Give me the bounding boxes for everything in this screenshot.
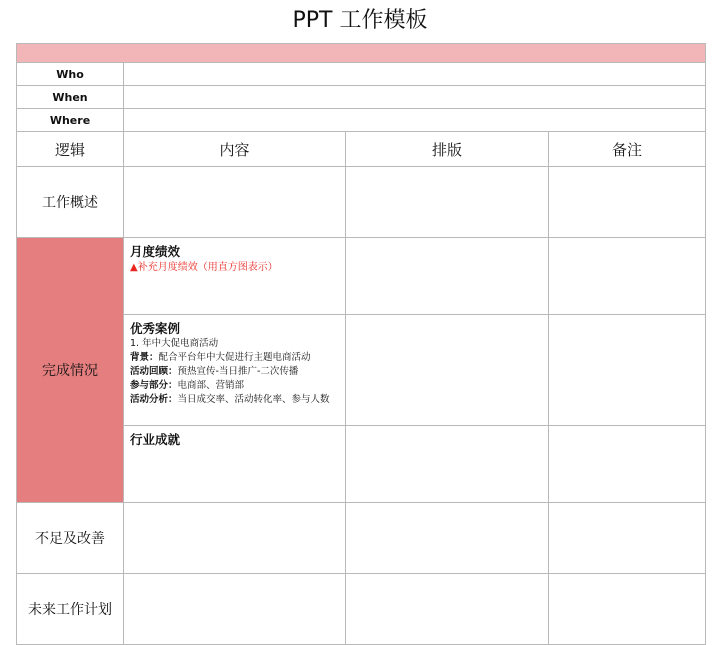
case-analysis-text: 当日成交率、活动转化率、参与人数 (177, 394, 330, 405)
case-item-1: 1. 年中大促电商活动 (130, 338, 219, 349)
case-dept-text: 电商部、营销部 (177, 380, 245, 391)
case-dept-label: 参与部分： (130, 380, 178, 391)
when-label: When (17, 86, 124, 109)
header-color-bar (17, 44, 706, 63)
row-label-overview: 工作概述 (17, 167, 124, 238)
shortcomings-notes-cell[interactable] (549, 503, 706, 574)
case-review-line (130, 365, 339, 379)
row-label-completion: 完成情况 (17, 238, 124, 503)
monthly-performance-title: 月度绩效 (130, 244, 181, 259)
excellent-cases-cell[interactable] (124, 315, 346, 426)
page-title: PPT 工作模板 (292, 8, 428, 33)
overview-notes-cell[interactable] (549, 167, 706, 238)
when-value-cell[interactable] (124, 86, 706, 109)
case-dept-line (130, 379, 339, 393)
row-completion-monthly (17, 238, 706, 315)
column-header-row (17, 132, 706, 167)
industry-notes-cell[interactable] (549, 426, 706, 503)
row-shortcomings (17, 503, 706, 574)
industry-layout-cell[interactable] (346, 426, 549, 503)
who-value-cell[interactable] (124, 63, 706, 86)
case-background-label: 背景： (130, 352, 159, 363)
monthly-notes-cell[interactable] (549, 238, 706, 315)
overview-layout-cell[interactable] (346, 167, 549, 238)
cases-notes-cell[interactable] (549, 315, 706, 426)
who-label: Who (17, 63, 124, 86)
case-analysis-label: 活动分析： (130, 394, 178, 405)
meta-row-where (17, 109, 706, 132)
shortcomings-content-cell[interactable] (124, 503, 346, 574)
case-analysis-line (130, 393, 339, 407)
template-table (16, 43, 706, 645)
meta-row-when (17, 86, 706, 109)
cases-layout-cell[interactable] (346, 315, 549, 426)
case-review-text: 预热宣传-当日推广-二次传播 (177, 366, 299, 377)
case-background-line (130, 351, 339, 365)
shortcomings-layout-cell[interactable] (346, 503, 549, 574)
row-overview (17, 167, 706, 238)
monthly-layout-cell[interactable] (346, 238, 549, 315)
meta-row-who (17, 63, 706, 86)
column-header-content: 内容 (124, 132, 346, 167)
industry-achievement-title: 行业成就 (130, 432, 181, 447)
where-value-cell[interactable] (124, 109, 706, 132)
case-review-label: 活动回顾： (130, 366, 178, 377)
row-label-future-plan: 未来工作计划 (17, 574, 124, 645)
case-background-text: 配合平台年中大促进行主题电商活动 (158, 352, 311, 363)
monthly-performance-cell[interactable] (124, 238, 346, 315)
column-header-logic: 逻辑 (17, 132, 124, 167)
industry-achievement-cell[interactable] (124, 426, 346, 503)
row-label-shortcomings: 不足及改善 (17, 503, 124, 574)
column-header-layout: 排版 (346, 132, 549, 167)
excellent-cases-title: 优秀案例 (130, 321, 181, 336)
where-label: Where (17, 109, 124, 132)
overview-content-cell[interactable] (124, 167, 346, 238)
monthly-performance-note: ▲补充月度绩效（用直方图表示） (130, 262, 278, 273)
header-color-bar-cell (17, 44, 706, 63)
column-header-notes: 备注 (549, 132, 706, 167)
